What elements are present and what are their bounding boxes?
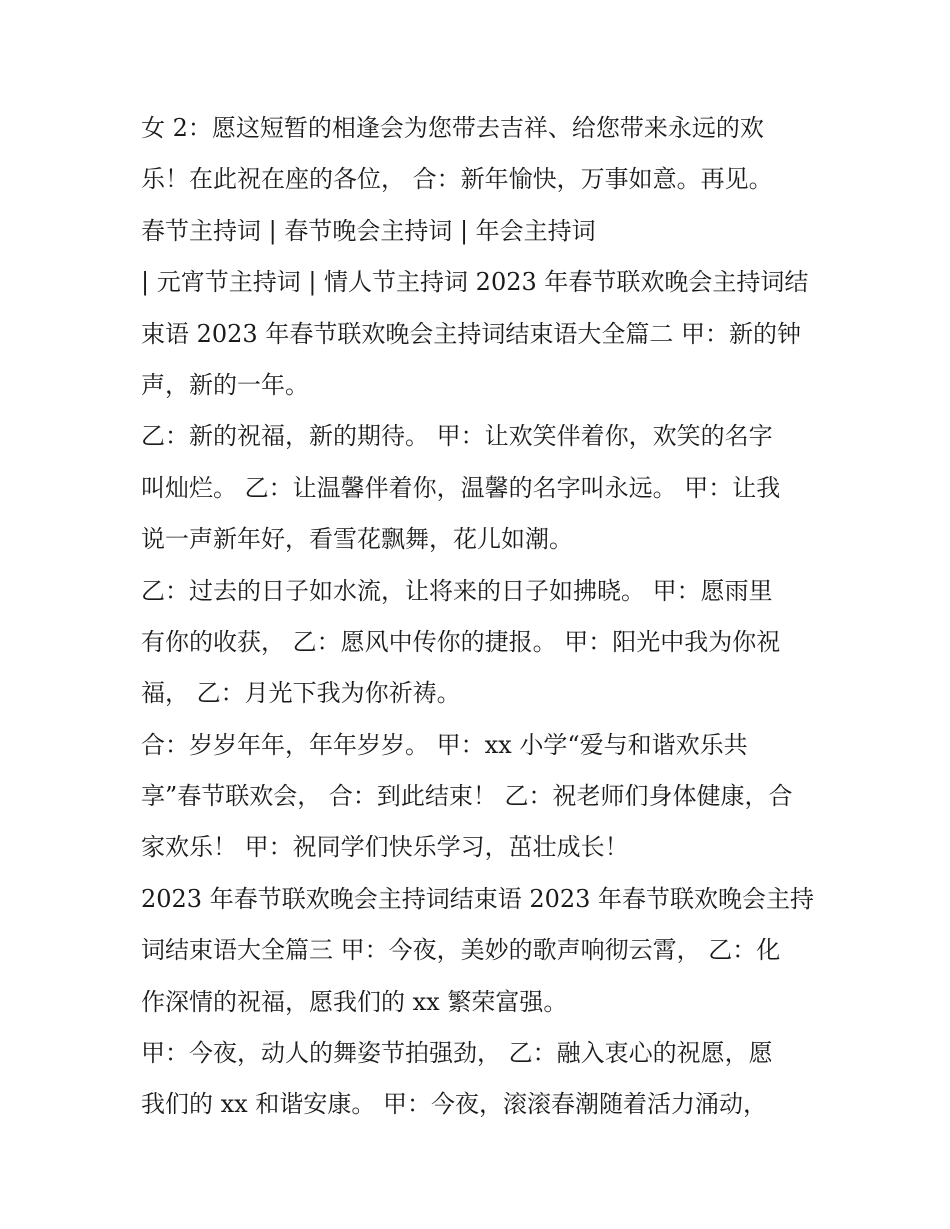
text-line: 福， 乙：月光下我为你祈祷。 — [141, 679, 461, 708]
text-line: 作深情的祝福，愿我们的 xx 繁荣富强。 — [141, 987, 568, 1016]
document-body — [141, 103, 821, 1131]
text-line: | 元宵节主持词 | 情人节主持词 2023 年春节联欢晚会主持词结 — [141, 268, 809, 297]
text-line: 乙：过去的日子如水流，让将来的日子如拂晓。 甲：愿雨里 — [141, 576, 773, 605]
text-line: 春节主持词 | 春节晚会主持词 | 年会主持词 — [141, 216, 596, 245]
text-line: 声，新的一年。 — [141, 370, 309, 399]
text-line: 2023 年春节联欢晚会主持词结束语 2023 年春节联欢晚会主持 — [141, 884, 815, 913]
text-line: 词结束语大全篇三 甲：今夜，美妙的歌声响彻云霄， 乙：化 — [141, 936, 781, 965]
text-line: 乐！在此祝在座的各位， 合：新年愉快，万事如意。再见。 — [141, 165, 773, 194]
text-line: 享”春节联欢会， 合：到此结束！ 乙：祝老师们身体健康，合 — [141, 782, 793, 811]
text-line: 有你的收获， 乙：愿风中传你的捷报。 甲：阳光中我为你祝 — [141, 627, 781, 656]
text-line: 说一声新年好，看雪花飘舞，花儿如潮。 — [141, 525, 573, 554]
text-line: 叫灿烂。 乙：让温馨伴着你，温馨的名字叫永远。 甲：让我 — [141, 473, 781, 502]
text-line: 乙：新的祝福，新的期待。 甲：让欢笑伴着你，欢笑的名字 — [141, 422, 773, 451]
text-line: 甲：今夜，动人的舞姿节拍强劲， 乙：融入衷心的祝愿，愿 — [141, 1039, 773, 1068]
text-line: 女 2：愿这短暂的相逢会为您带去吉祥、给您带来永远的欢 — [141, 114, 764, 142]
text-line: 束语 2023 年春节联欢晚会主持词结束语大全篇二 甲：新的钟 — [141, 319, 801, 348]
text-line: 合：岁岁年年，年年岁岁。 甲：xx 小学“爱与和谐欢乐共 — [141, 730, 748, 759]
text-line: 家欢乐！ 甲：祝同学们快乐学习，茁壮成长！ — [141, 833, 629, 862]
text-line: 我们的 xx 和谐安康。 甲：今夜，滚滚春潮随着活力涌动， — [141, 1090, 767, 1119]
